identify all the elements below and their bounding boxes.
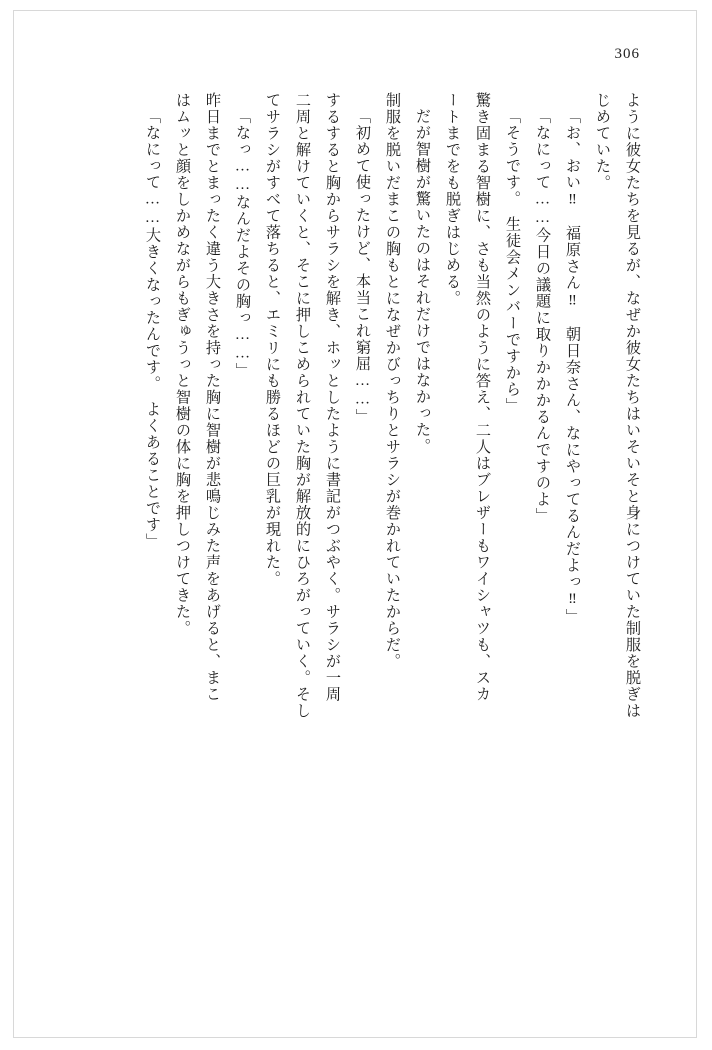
text-column: 昨日までとまったく違う大きさを持った胸に智樹が悲鳴じみた声をあげると、まこ xyxy=(204,92,221,703)
text-column: てサラシがすべて落ちると、エミリにも勝るほどの巨乳が現れた。 xyxy=(264,92,281,587)
text-column: 「初めて使ったけど、本当これ窮屈……」 xyxy=(354,108,371,426)
text-column: だが智樹が驚いたのはそれだけではなかった。 xyxy=(414,108,431,455)
text-column: 「なにって……大きくなったんです。 よくあることです」 xyxy=(144,108,161,550)
text-column: 「そうです。 生徒会メンバーですから」 xyxy=(504,108,521,414)
text-column: 「お、おい‼ 福原さん‼ 朝日奈さん、なにやってるんだよっ‼」 xyxy=(564,108,581,625)
text-column: はムッと顔をしかめながらもぎゅうっと智樹の体に胸を押しつけてきた。 xyxy=(174,92,191,637)
page-number: 306 xyxy=(614,46,640,62)
text-column: 制服を脱いだまこの胸もとになぜかびっちりとサラシが巻かれていたからだ。 xyxy=(384,92,401,670)
text-column: じめていた。 xyxy=(594,92,611,191)
text-column: するすると胸からサラシを解き、ホッとしたように書記がつぶやく。サラシが一周 xyxy=(324,92,341,703)
body-text-columns xyxy=(70,92,640,962)
text-column: ように彼女たちを見るが、なぜか彼女たちはいそいそと身につけていた制服を脱ぎは xyxy=(624,92,641,719)
text-column: 二周と解けていくと、そこに押しこめられていた胸が解放的にひろがっていく。そし xyxy=(294,92,311,719)
text-column: 驚き固まる智樹に、さも当然のように答え、二人はブレザーもワイシャツも、スカ xyxy=(474,92,491,703)
text-column: 「なにって……今日の議題に取りかかかるんですのよ」 xyxy=(534,108,551,525)
text-column: 「なっ……なんだよその胸っ……」 xyxy=(234,108,251,380)
text-column: ートまでをも脱ぎはじめる。 xyxy=(444,92,461,307)
